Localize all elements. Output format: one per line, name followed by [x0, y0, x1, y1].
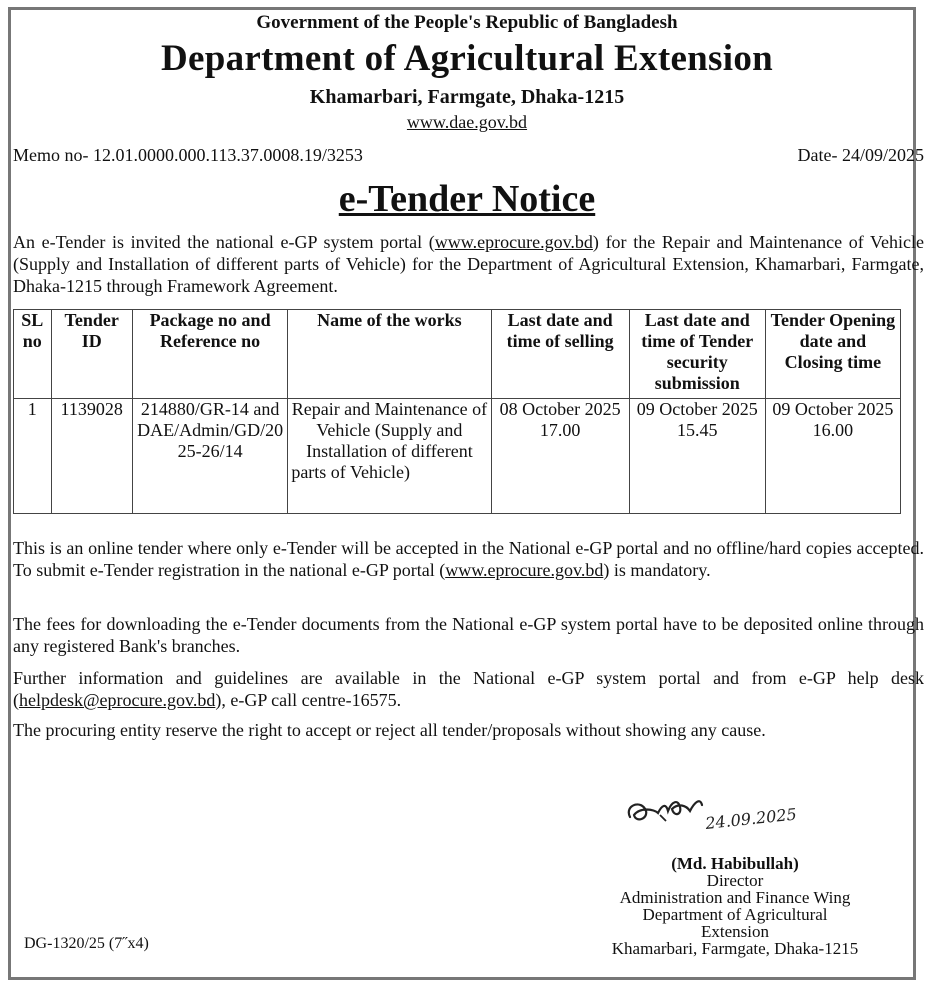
cell-works: Repair and Maintenance of Vehicle (Supply and Installation of different parts of Vehicle) — [288, 399, 491, 514]
cell-sl: 1 — [14, 399, 52, 514]
header-opening: Tender Opening date and Closing time — [765, 310, 900, 399]
cell-selling: 08 October 2025 17.00 — [491, 399, 629, 514]
notice-title: e-Tender Notice — [338, 178, 596, 220]
online-tender-paragraph: This is an online tender where only e-Tender will be accepted in the National e-GP portal and no offline/hard copies accepted. To submit e-Tender registration in the national e-GP portal (www.eprocure.gov.bd) is mandatory. — [13, 538, 924, 580]
header-tender-id: Tender ID — [51, 310, 132, 399]
memo-number: Memo no- 12.01.0000.000.113.37.0008.19/3253 — [13, 145, 363, 165]
footer-code: DG-1320/25 (7˝x4) — [24, 935, 149, 952]
signatory-block — [560, 855, 910, 957]
cell-package: 214880/GR-14 and DAE/Admin/GD/2025-26/14 — [132, 399, 287, 514]
fees-paragraph: The fees for downloading the e-Tender documents from the National e-GP system portal have to be deposited online through any registered Bank's branches. — [13, 614, 924, 656]
rights-paragraph: The procuring entity reserve the right to accept or reject all tender/proposals without showing any cause. — [13, 720, 766, 740]
tender-table — [13, 309, 901, 514]
header-security: Last date and time of Tender security submission — [629, 310, 765, 399]
signature-mark — [620, 785, 820, 840]
header-works: Name of the works — [288, 310, 491, 399]
signature-date: 24.09.2025 — [704, 804, 798, 833]
signatory-wing: Administration and Finance Wing — [619, 888, 851, 907]
memo-date: Date- 24/09/2025 — [797, 145, 924, 165]
signatory-name: (Md. Habibullah) — [671, 854, 799, 873]
department-website[interactable]: www.dae.gov.bd — [406, 112, 528, 132]
cell-tender-id: 1139028 — [51, 399, 132, 514]
helpdesk-email-link[interactable]: helpdesk@eprocure.gov.bd — [19, 690, 216, 710]
signatory-address: Khamarbari, Farmgate, Dhaka-1215 — [611, 939, 859, 958]
eprocure-link[interactable]: www.eprocure.gov.bd — [445, 560, 604, 580]
header-selling: Last date and time of selling — [491, 310, 629, 399]
header-sl: SL no — [14, 310, 52, 399]
eprocure-link[interactable]: www.eprocure.gov.bd — [434, 232, 593, 252]
signatory-department: Department of Agricultural Extension — [642, 905, 828, 941]
government-heading: Government of the People's Republic of Bangladesh — [256, 12, 678, 33]
department-heading: Department of Agricultural Extension — [161, 38, 773, 79]
table-row — [14, 399, 901, 514]
signatory-designation: Director — [706, 871, 764, 890]
header-package: Package no and Reference no — [132, 310, 287, 399]
department-address: Khamarbari, Farmgate, Dhaka-1215 — [309, 86, 625, 108]
table-header-row — [14, 310, 901, 399]
cell-opening: 09 October 2025 16.00 — [765, 399, 900, 514]
cell-security: 09 October 2025 15.45 — [629, 399, 765, 514]
intro-paragraph: An e-Tender is invited the national e-GP system portal (www.eprocure.gov.bd) for the Repair and Maintenance of Vehicle (Supply and Installation of different parts of Vehicle) for the Department of Agricultural Extension, Khamarbari, Farmgate, Dhaka-1215 through Framework Agreement. — [13, 232, 924, 296]
helpdesk-paragraph: Further information and guidelines are available in the National e-GP system portal and from e-GP help desk (helpdesk@eprocure.gov.bd), e-GP call centre-16575. — [13, 668, 924, 710]
